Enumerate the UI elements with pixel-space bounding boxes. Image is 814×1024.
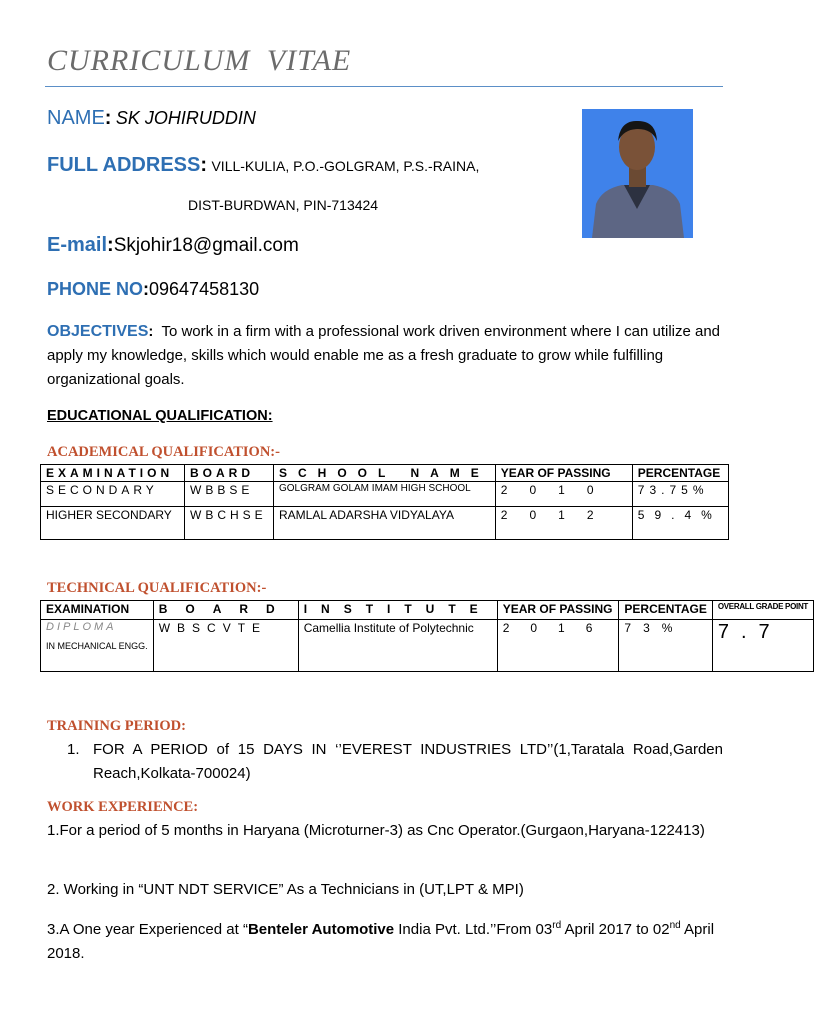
academic-header-year: YEAR OF PASSING: [495, 465, 632, 482]
phone-label: PHONE NO: [47, 279, 144, 299]
technical-institute: Camellia Institute of Polytechnic: [298, 620, 497, 672]
work-heading: WORK EXPERIENCE:: [47, 799, 199, 815]
technical-header-exam: EXAMINATION: [41, 601, 154, 620]
profile-photo: [582, 109, 693, 238]
address-value-2: DIST-BURDWAN, PIN-713424: [188, 197, 379, 213]
address-label: FULL ADDRESS: [47, 154, 201, 176]
academic-row2-school: RAMLAL ADARSHA VIDYALAYA: [274, 507, 496, 540]
technical-header-institute: INSTITUTE: [298, 601, 497, 620]
work-item-3-sup2: nd: [669, 920, 681, 931]
academic-row2-board: WBCHSE: [185, 507, 274, 540]
technical-grade: 7.7: [712, 620, 813, 672]
table-row: [41, 482, 729, 507]
academic-row1-school: GOLGRAM GOLAM IMAM HIGH SCHOOL: [274, 482, 496, 507]
academic-header-row: [41, 465, 729, 482]
work-item-3-company: Benteler Automotive: [247, 921, 395, 938]
academic-row1-exam: SECONDARY: [41, 482, 185, 507]
objectives-text: To work in a firm with a professional work driven environment where I can utilize and apply my knowledge, skills which would enable me as a fresh graduate to grow while fulfilling organizational goals.: [47, 323, 721, 388]
academic-row2-percentage: 59.4%: [632, 507, 728, 540]
name-label: NAME: [47, 107, 105, 129]
name-line: NAME: SK JOHIRUDDIN: [47, 107, 256, 129]
technical-exam-cell: [41, 620, 154, 672]
technical-header-year: YEAR OF PASSING: [497, 601, 619, 620]
technical-header-grade: OVERALL GRADE POINT: [712, 601, 813, 620]
work-item-1: 1.For a period of 5 months in Haryana (Microturner-3) as Cnc Operator.(Gurgaon,Haryana-122413): [47, 822, 705, 839]
academic-row1-year: 2010: [495, 482, 632, 507]
phone-value: 09647458130: [149, 279, 260, 299]
training-item-number: 1.: [67, 741, 80, 758]
phone-line: PHONE NO:09647458130: [47, 279, 260, 299]
work-item-3-sup1: rd: [552, 920, 562, 931]
work-item-3-c: April 2017 to 02: [561, 921, 670, 938]
title-divider: [45, 86, 723, 87]
academic-header-school: SCHOOL NAME: [274, 465, 496, 482]
academic-header-percentage: PERCENTAGE: [632, 465, 728, 482]
training-heading: TRAINING PERIOD:: [47, 718, 186, 734]
training-item-text: FOR A PERIOD of 15 DAYS IN ‘’EVEREST INDUSTRIES LTD’’(1,Taratala Road,Garden Reach,Kolkata-700024): [93, 741, 723, 782]
academic-heading: ACADEMICAL QUALIFICATION:-: [47, 444, 280, 460]
technical-board: WBSCVTE: [153, 620, 298, 672]
address-line-1: FULL ADDRESS: VILL-KULIA, P.O.-GOLGRAM, P.S.-RAINA,: [47, 154, 480, 176]
academic-row2-exam: HIGHER SECONDARY: [41, 507, 185, 540]
name-value: SK JOHIRUDDIN: [115, 108, 256, 128]
technical-exam-line1: DIPLOMA: [46, 621, 117, 633]
technical-table: [40, 600, 814, 672]
work-item-3: [47, 914, 723, 966]
technical-exam-line2: IN MECHANICAL ENGG.: [46, 641, 148, 651]
technical-header-board: BOARD: [153, 601, 298, 620]
table-row: [41, 620, 814, 672]
table-row: [41, 507, 729, 540]
technical-year: 2016: [497, 620, 619, 672]
academic-header-board: BOARD: [185, 465, 274, 482]
email-value: Skjohir18@gmail.com: [113, 235, 299, 256]
academic-row1-percentage: 73.75%: [632, 482, 728, 507]
education-heading: EDUCATIONAL QUALIFICATION:: [47, 408, 273, 424]
work-item-3-b: India Pvt. Ltd.’’From 03: [394, 921, 553, 938]
technical-header-row: [41, 601, 814, 620]
academic-row2-year: 2012: [495, 507, 632, 540]
objectives-label: OBJECTIVES: [47, 323, 149, 340]
academic-table: [40, 464, 729, 540]
objectives-paragraph: OBJECTIVES: To work in a firm with a professional work driven environment where I can utilize and apply my knowledge, skills which would enable me as a fresh graduate to grow while fulfilling organizational goals.: [47, 323, 721, 388]
email-line: E-mail:Skjohir18@gmail.com: [47, 234, 299, 256]
technical-header-percentage: PERCENTAGE: [619, 601, 712, 620]
technical-percentage: 73%: [619, 620, 712, 672]
academic-row1-board: WBBSE: [185, 482, 274, 507]
work-item-2: 2. Working in “UNT NDT SERVICE” As a Technicians in (UT,LPT & MPI): [47, 881, 524, 898]
technical-heading: TECHNICAL QUALIFICATION:-: [47, 580, 267, 596]
academic-header-exam: EXAMINATION: [41, 465, 185, 482]
work-item-3-a: 3.A One year Experienced at “: [47, 921, 248, 938]
work-item-3-d: April 2018.: [47, 921, 715, 962]
cv-title: CURRICULUM VITAE: [47, 44, 352, 77]
email-label: E-mail: [47, 234, 108, 256]
training-item: [67, 738, 723, 786]
address-value-1: VILL-KULIA, P.O.-GOLGRAM, P.S.-RAINA,: [211, 158, 480, 174]
